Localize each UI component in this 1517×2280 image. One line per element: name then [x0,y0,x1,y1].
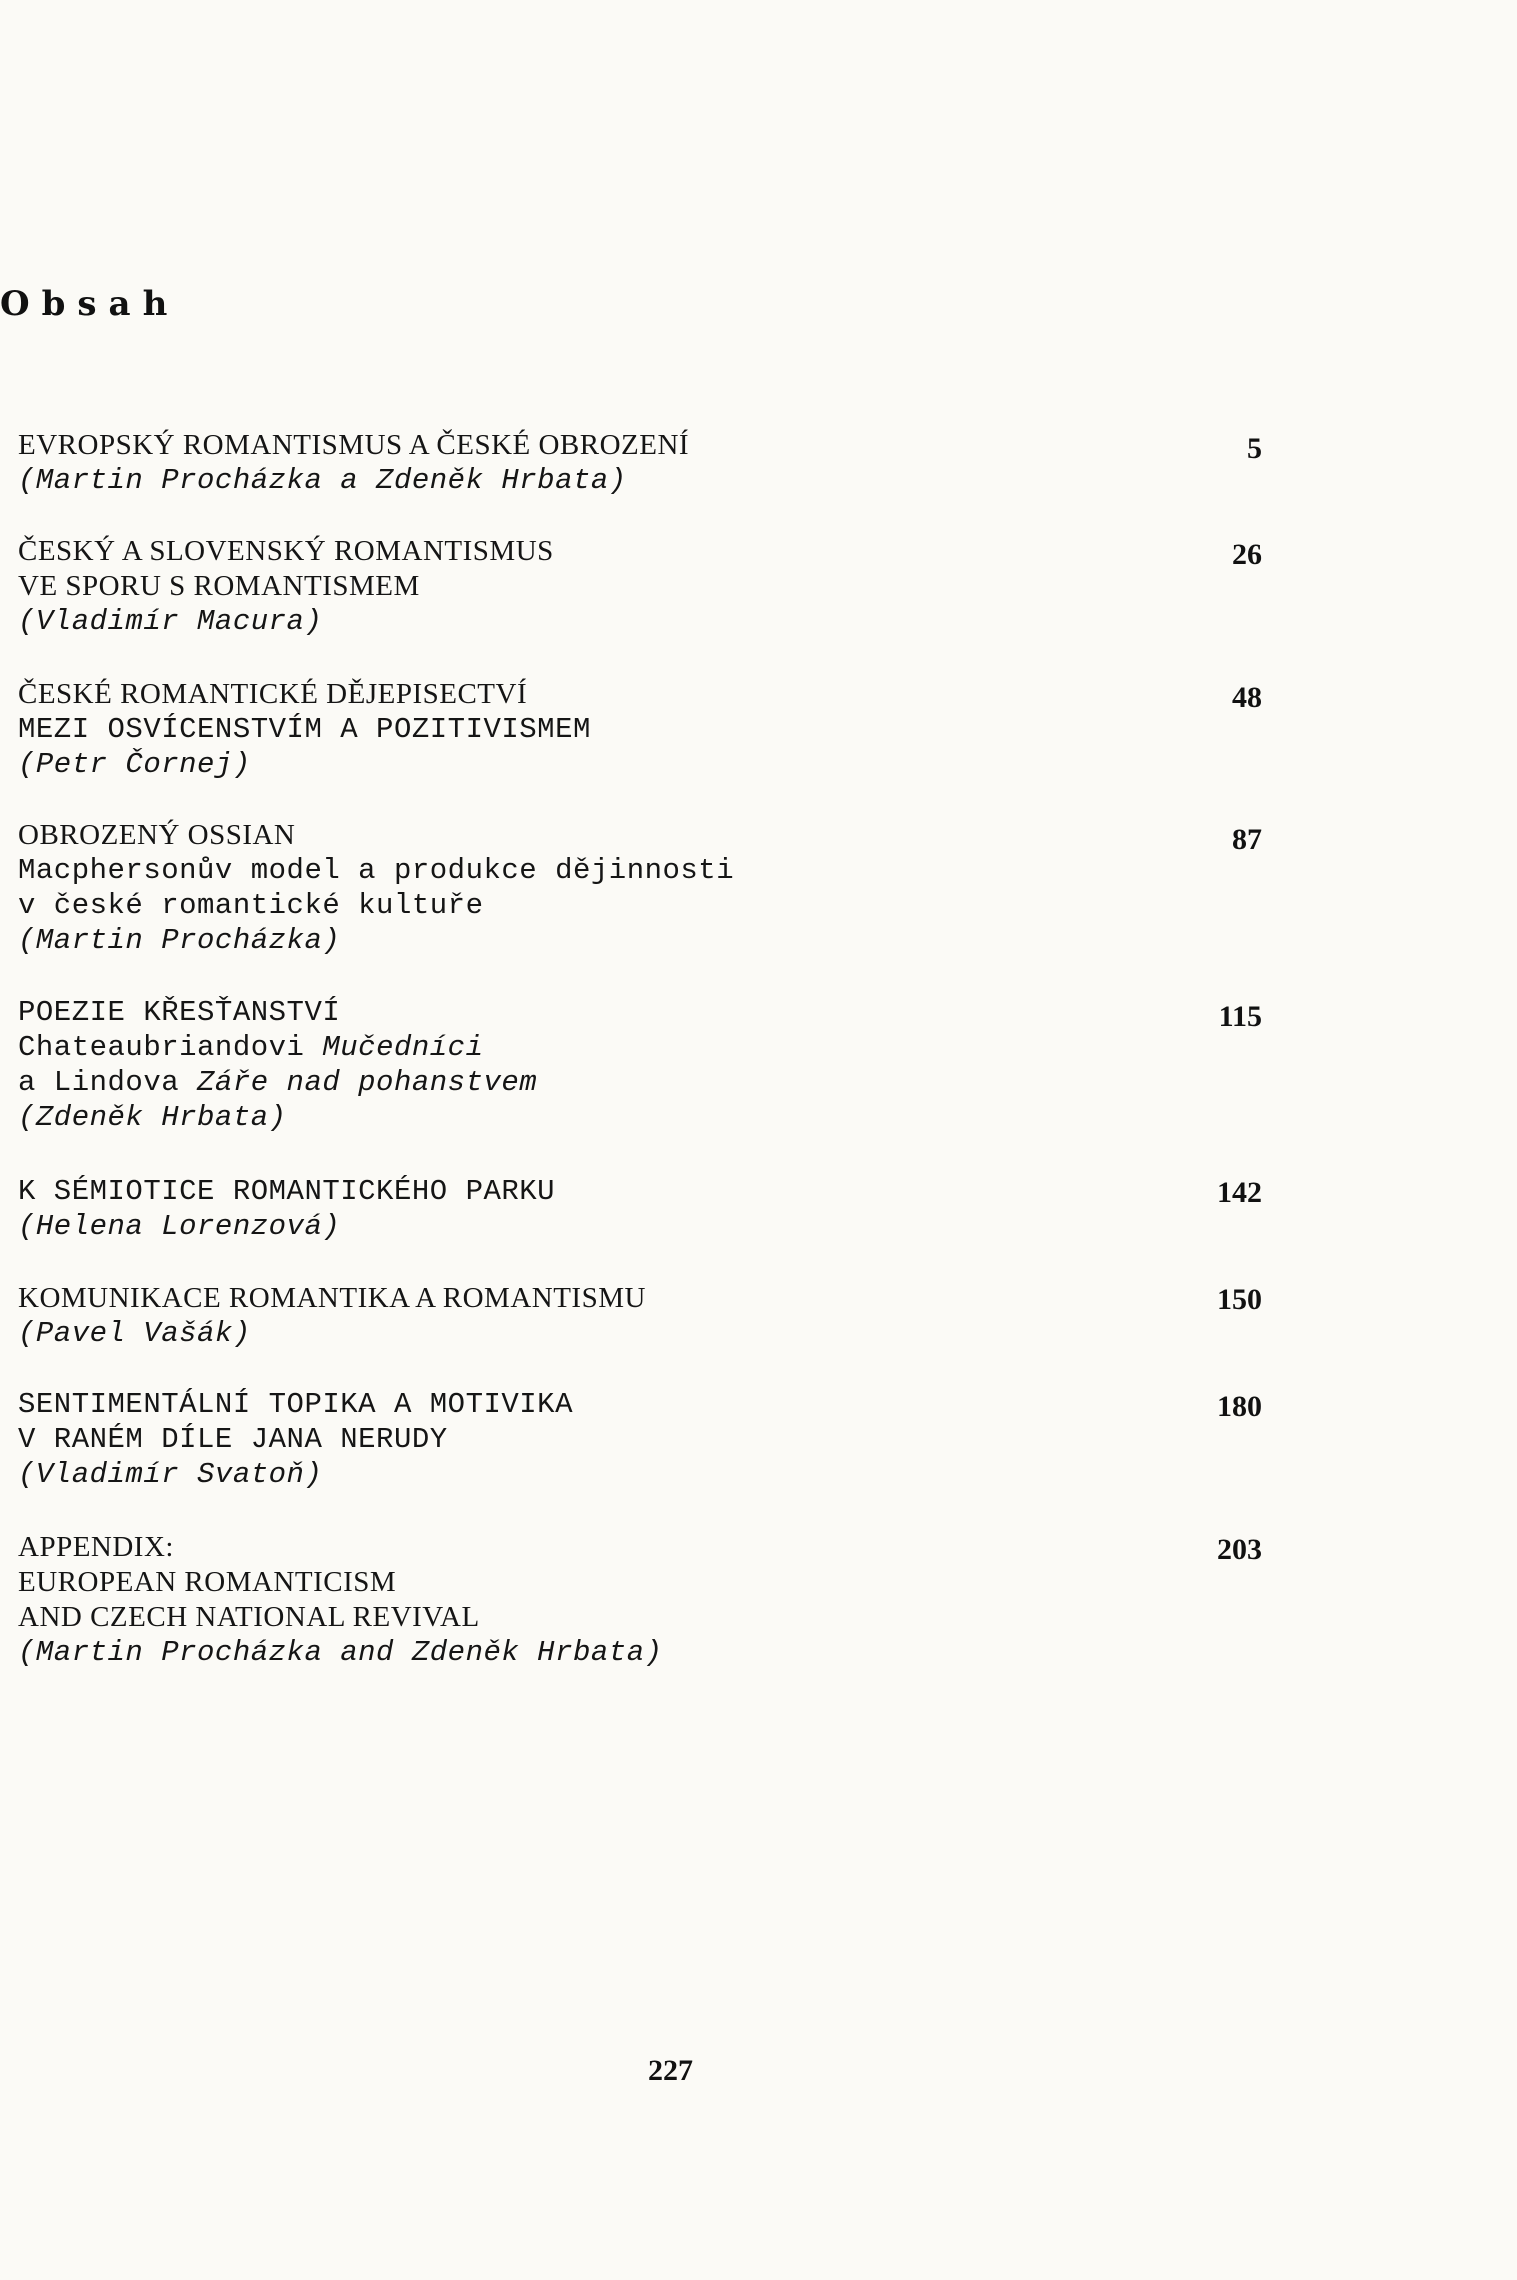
entry-title: K SÉMIOTICE ROMANTICKÉHO PARKU [18,1175,556,1208]
entry-author: (Martin Procházka a Zdeněk Hrbata) [18,464,627,497]
toc-entry [18,1281,1258,1351]
entry-author: (Martin Procházka) [18,924,341,957]
toc-entry [18,1530,1258,1670]
entry-author: (Pavel Vašák) [18,1317,251,1350]
entry-page-number: 150 [1217,1283,1262,1316]
entry-subtitle: v české romantické kultuře [18,889,484,922]
entry-page-number: 26 [1232,538,1262,571]
toc-entry [18,1387,1258,1492]
entry-title: MEZI OSVÍCENSTVÍM A POZITIVISMEM [18,713,591,746]
entry-author: (Martin Procházka and Zdeněk Hrbata) [18,1636,663,1669]
toc-entry [18,428,1258,498]
entry-page-number: 5 [1247,432,1262,465]
entry-title: ČESKÉ ROMANTICKÉ DĚJEPISECTVÍ [18,678,528,710]
entry-subtitle: Macphersonův model a produkce dějinnosti [18,854,735,887]
entry-author: (Zdeněk Hrbata) [18,1101,287,1134]
entry-subtitle [18,1030,1258,1065]
entry-page-number: 203 [1217,1533,1262,1566]
toc-entry [18,677,1258,782]
entry-page-number: 180 [1217,1390,1262,1423]
page-number: 227 [648,2054,693,2087]
entry-page-number: 142 [1217,1176,1262,1209]
entry-title: VE SPORU S ROMANTISMEM [18,570,420,602]
entry-title: SENTIMENTÁLNÍ TOPIKA A MOTIVIKA [18,1388,573,1421]
entry-title: V RANÉM DÍLE JANA NERUDY [18,1423,448,1456]
entry-author: (Vladimír Macura) [18,605,323,638]
toc-entry [18,534,1258,639]
entry-subtitle-italic: Záře nad pohanstvem [197,1066,538,1099]
toc-entry [18,1174,1258,1244]
toc-entry [18,818,1258,958]
entry-subtitle [18,1065,1258,1100]
toc-entry [18,995,1258,1135]
entry-subtitle-plain: a Lindova [18,1066,198,1099]
entry-subtitle-italic: Mučedníci [322,1031,484,1064]
entry-title: EVROPSKÝ ROMANTISMUS A ČESKÉ OBROZENÍ [18,429,690,461]
entry-title: APPENDIX: [18,1531,174,1563]
entry-page-number: 48 [1232,681,1262,714]
entry-title: KOMUNIKACE ROMANTIKA A ROMANTISMU [18,1282,646,1314]
entry-author: (Helena Lorenzová) [18,1210,341,1243]
entry-title: POEZIE KŘESŤANSTVÍ [18,996,341,1029]
entry-subtitle-plain: Chateaubriandovi [18,1031,323,1064]
entry-title: OBROZENÝ OSSIAN [18,819,296,851]
entry-author: (Vladimír Svatoň) [18,1458,323,1491]
entry-author: (Petr Čornej) [18,748,251,781]
page-heading: Obsah [0,284,180,324]
entry-page-number: 87 [1232,823,1262,856]
entry-page-number: 115 [1218,1000,1262,1033]
entry-title: AND CZECH NATIONAL REVIVAL [18,1601,480,1633]
entry-title: ČESKÝ A SLOVENSKÝ ROMANTISMUS [18,535,554,567]
entry-title: EUROPEAN ROMANTICISM [18,1566,397,1598]
